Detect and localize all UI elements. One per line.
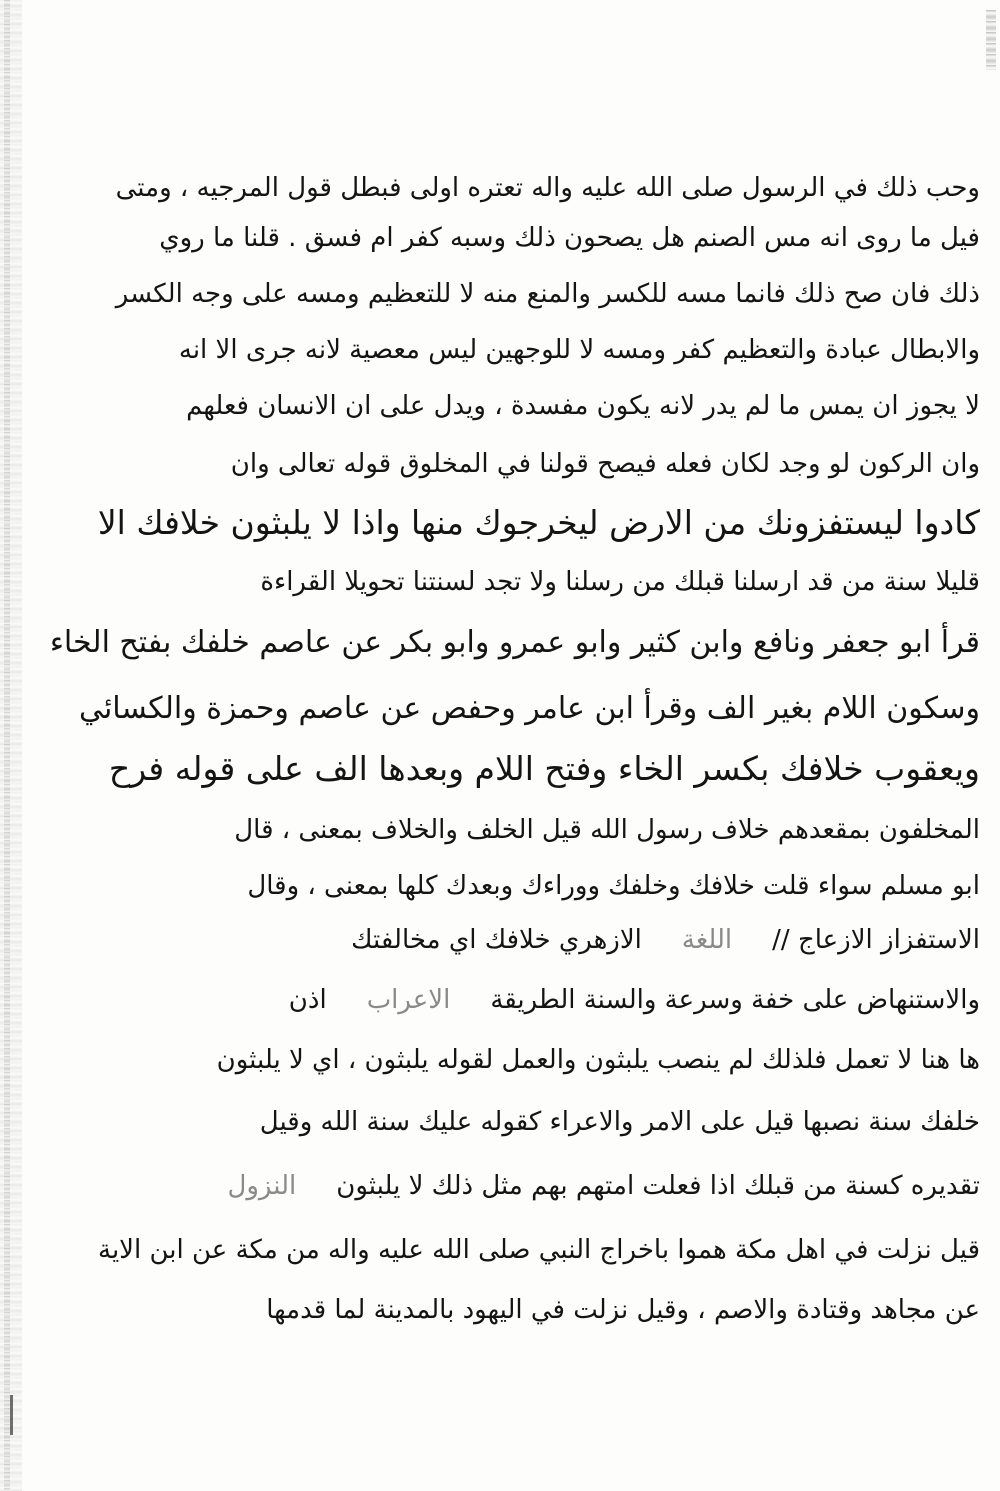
text-line-15: والاستنهاض على خفة وسرعة والسنة الطريقةالاعراباذن: [288, 985, 980, 1015]
text-line-1: وحب ذلك في الرسول صلى الله عليه واله تعتره اولى فبطل قول المرجيه ، ومتى: [115, 173, 980, 203]
manuscript-text: [40, 0, 980, 1491]
text-line-18: تقديره كسنة من قبلك اذا فعلت امتهم بهم مثل ذلك لا يلبثونالنزول: [227, 1171, 980, 1201]
edge-specks: [986, 10, 996, 70]
text-line-14: الاستفزاز الازعاج //اللغةالازهري خلافك اي مخالفتك: [351, 925, 980, 955]
text-line-7: كادوا ليستفزونك من الارض ليخرجوك منها واذا لا يلبثون خلافك الا: [97, 503, 980, 542]
text-line-9: قرأ ابو جعفر ونافع وابن كثير وابو عمرو وابو بكر عن عاصم خلفك بفتح الخاء: [49, 625, 980, 660]
text-line-17: خلفك سنة نصبها قيل على الامر والاعراء كقوله عليك سنة الله وقيل: [259, 1107, 980, 1137]
text-line-10: وسكون اللام بغير الف وقرأ ابن عامر وحفص عن عاصم وحمزة والكسائي: [78, 691, 980, 726]
section-heading-nuzul: النزول: [227, 1171, 297, 1201]
text-line-3: ذلك فان صح ذلك فانما مسه للكسر والمنع منه لا للتعظيم ومسه على وجه الكسر: [115, 279, 980, 309]
text-line-8: قليلا سنة من قد ارسلنا قبلك من رسلنا ولا تجد لسنتنا تحويلا القراءة: [260, 567, 980, 597]
text-line-12: المخلفون بمقعدهم خلاف رسول الله قيل الخلف والخلاف بمعنى ، قال: [234, 815, 980, 845]
text-line-13: ابو مسلم سواء قلت خلافك وخلفك ووراءك وبعدك كلها بمعنى ، وقال: [247, 871, 980, 901]
text-line-20: عن مجاهد وقتادة والاصم ، وقيل نزلت في اليهود بالمدينة لما قدمها: [266, 1295, 980, 1325]
section-heading-irab: الاعراب: [366, 985, 451, 1015]
text-line-4: والابطال عبادة والتعظيم كفر ومسه لا للوجهين ليس معصية لانه جرى الا انه: [178, 335, 980, 365]
margin-mark: [10, 1395, 13, 1435]
text-line-19: قيل نزلت في اهل مكة هموا باخراج النبي صلى الله عليه واله من مكة عن ابن الاية: [98, 1235, 980, 1265]
text-line-16: ها هنا لا تعمل فلذلك لم ينصب يلبثون والعمل لقوله يلبثون ، اي لا يلبثون: [216, 1045, 980, 1075]
text-line-11: ويعقوب خلافك بكسر الخاء وفتح اللام وبعدها الف على قوله فرح: [108, 749, 980, 788]
text-line-2: فيل ما روى انه مس الصنم هل يصحون ذلك وسبه كفر ام فسق . قلنا ما روي: [159, 223, 980, 253]
text-line-5: لا يجوز ان يمس ما لم يدر لانه يكون مفسدة ، ويدل على ان الانسان فعلهم: [186, 391, 980, 421]
text-line-6: وان الركون لو وجد لكان فعله فيصح قولنا في المخلوق قوله تعالى وان: [230, 449, 980, 479]
binding-shadow: [4, 0, 10, 1491]
section-heading-lugha: اللغة: [681, 925, 733, 955]
